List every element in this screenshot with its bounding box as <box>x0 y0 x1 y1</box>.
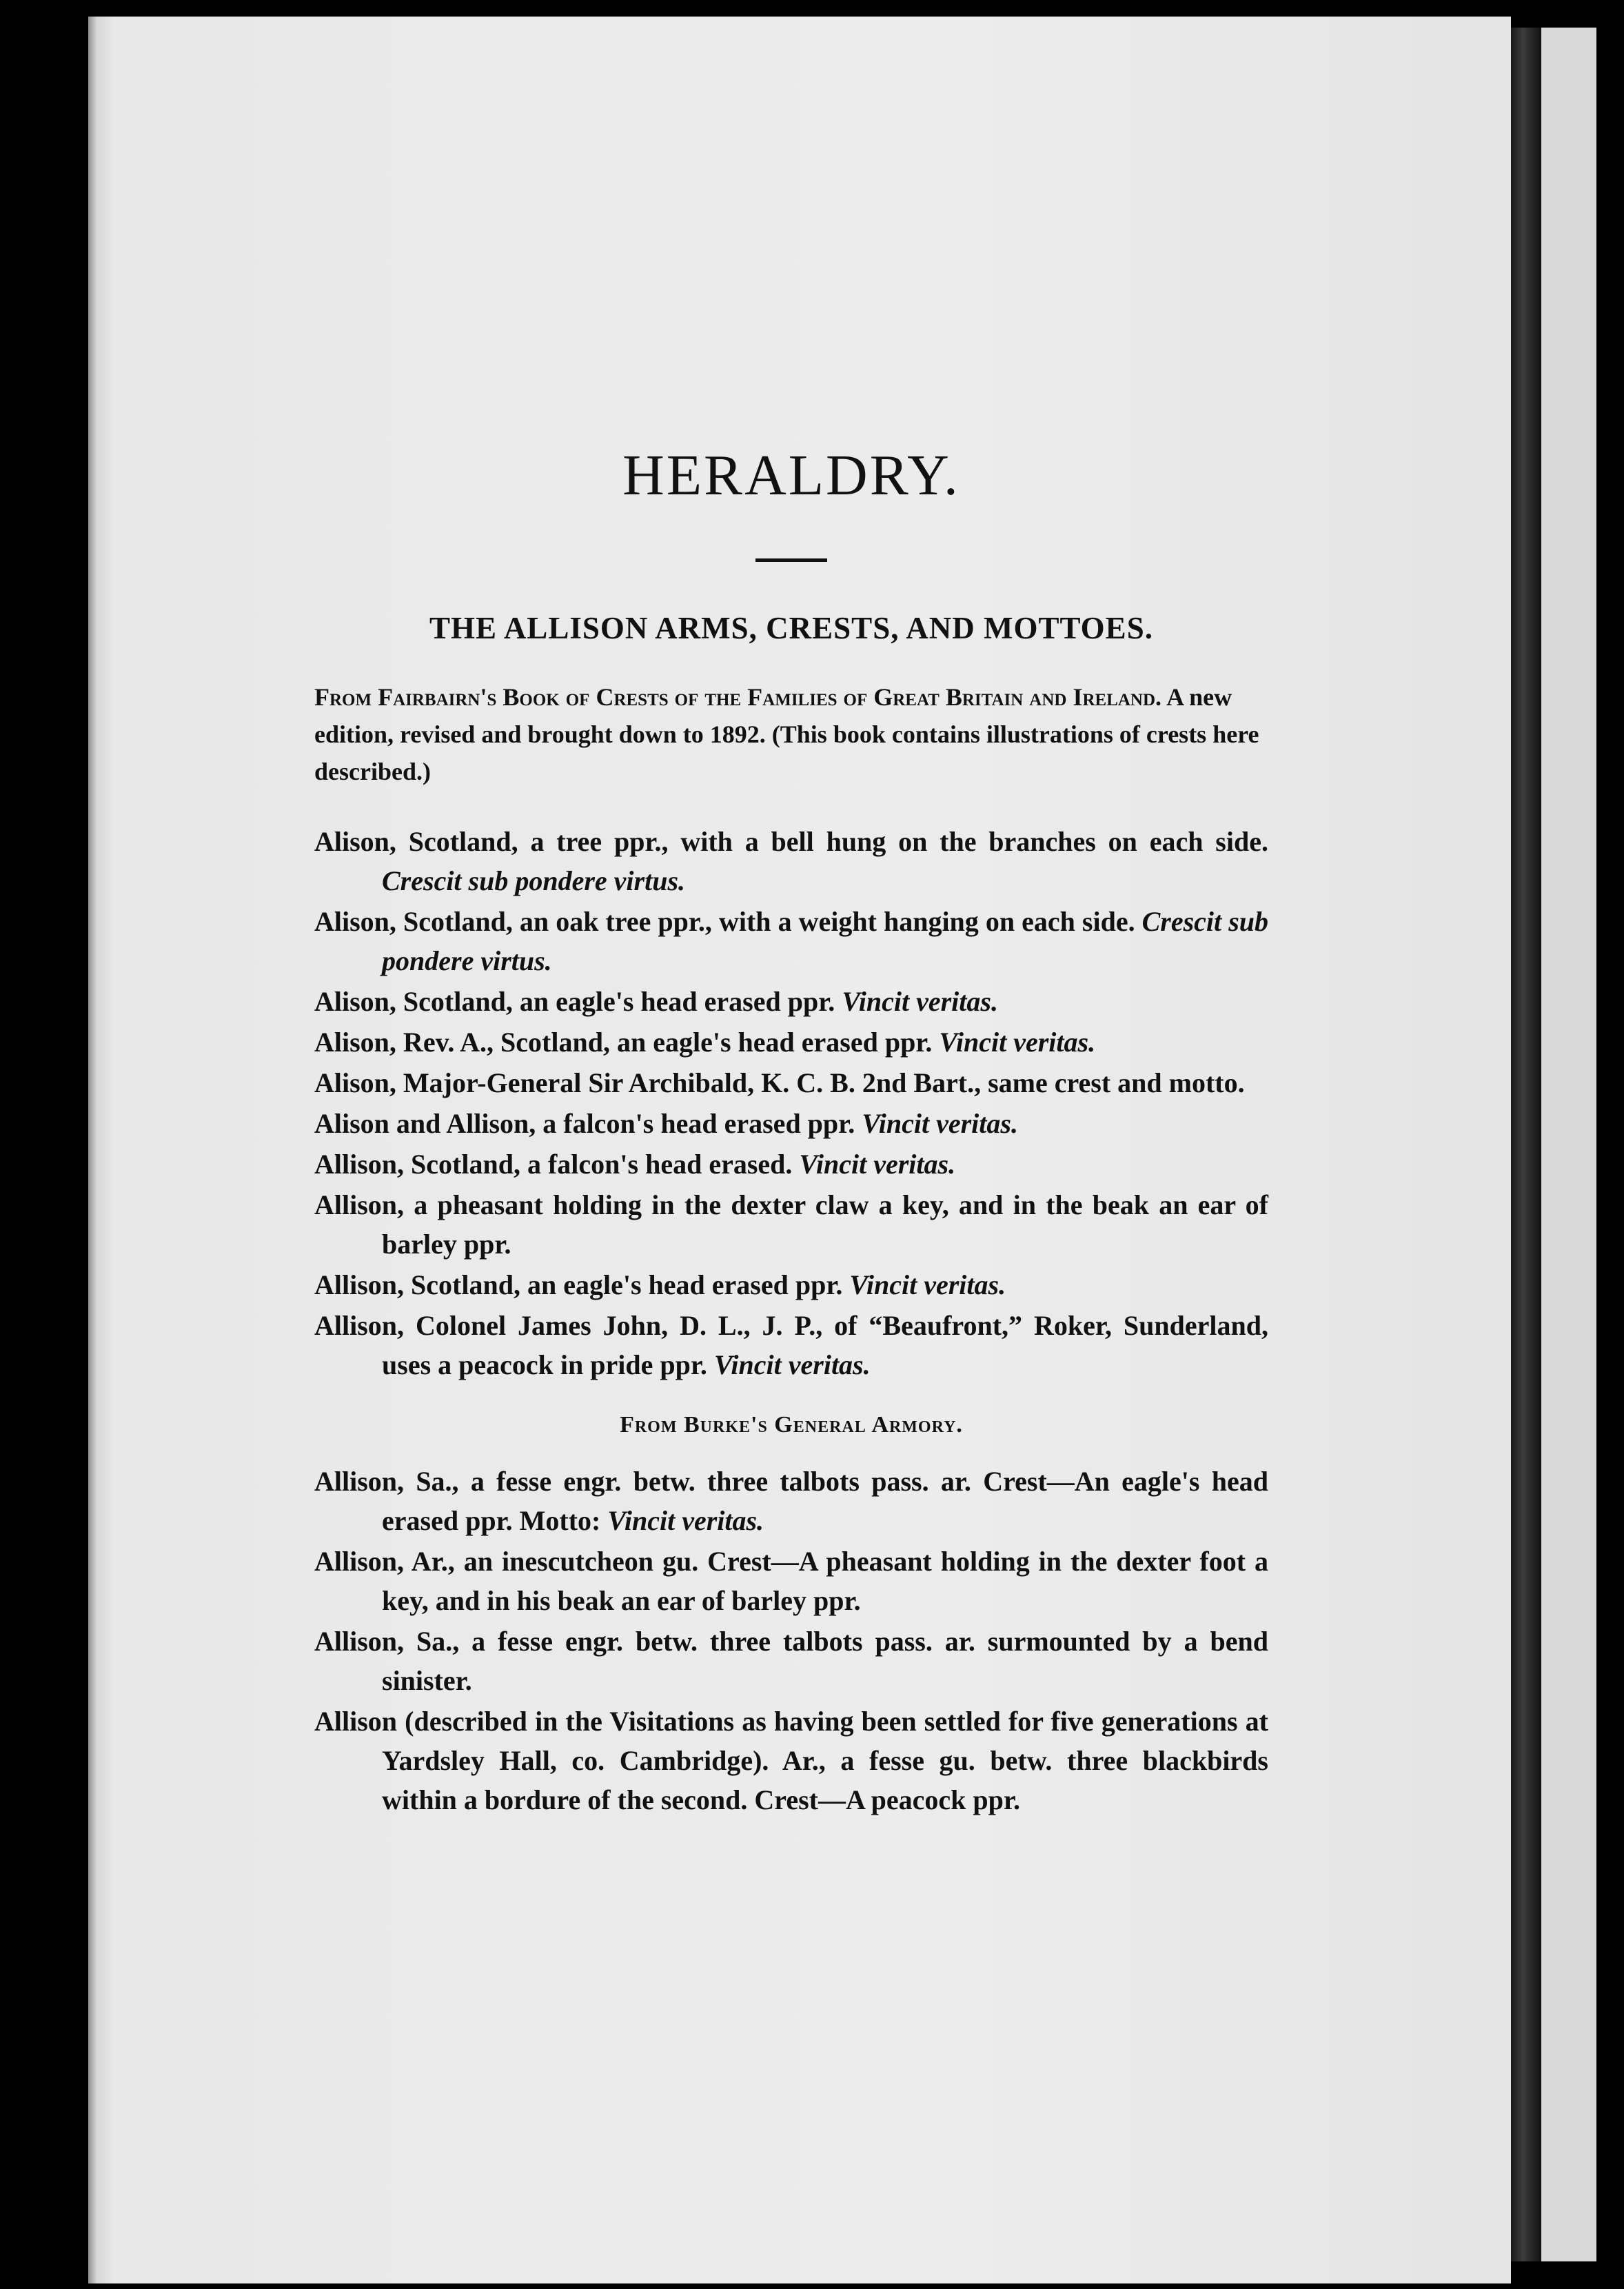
entry-text: Alison and Allison, a falcon's head erased ppr. <box>314 1108 855 1139</box>
title-rule <box>755 558 827 562</box>
entry-text: Alison, Major-General Sir Archibald, K. C. B. 2nd Bart., same crest and motto. <box>314 1067 1245 1098</box>
entry-text: Allison, Sa., a fesse engr. betw. three talbots pass. ar. surmounted by a bend sinister. <box>314 1626 1268 1696</box>
section-title: THE ALLISON ARMS, CRESTS, AND MOTTOES. <box>429 611 1153 645</box>
entry <box>314 1542 1268 1620</box>
entry-motto: Vincit veritas. <box>799 1149 956 1180</box>
entry-motto: Vincit veritas. <box>862 1108 1018 1139</box>
entry <box>314 1702 1268 1819</box>
entry <box>314 1144 1268 1184</box>
entry-text: Allison, a pheasant holding in the dexter claw a key, and in the beak an ear of barley ppr. <box>314 1189 1268 1260</box>
entry-text: Allison, Scotland, an eagle's head erased ppr. <box>314 1269 843 1300</box>
entry-motto: Crescit sub pondere virtus. <box>382 865 686 896</box>
entry <box>314 1022 1268 1062</box>
entry-text: Allison, Colonel James John, D. L., J. P., of “Beaufront,” Roker, Sunderland, uses a peacock in pride ppr. <box>314 1310 1268 1380</box>
entry-text: Allison (described in the Visitations as having been settled for five generations at Yardsley Hall, co. Cambridge). Ar., a fesse gu. betw. three blackbirds within a bordure of the second. Crest—A peacock ppr. <box>314 1706 1268 1815</box>
source-text: A new edition, revised and brought down to 1892. (This book contains illustrations of crests here described.) <box>314 683 1259 785</box>
entry <box>314 1104 1268 1143</box>
entry <box>314 1265 1268 1304</box>
source-note <box>314 678 1268 790</box>
entry <box>314 1462 1268 1540</box>
burke-entry-list <box>314 1462 1268 1819</box>
entry-motto: Vincit veritas. <box>849 1269 1006 1300</box>
entry <box>314 982 1268 1021</box>
facing-page-edge <box>1541 28 1596 2261</box>
entry-text: Alison, Scotland, an oak tree ppr., with a weight hanging on each side. <box>314 906 1135 937</box>
entry-text: Allison, Ar., an inescutcheon gu. Crest—A pheasant holding in the dexter foot a key, and in his beak an ear of barley ppr. <box>314 1546 1268 1616</box>
entry-motto: Vincit veritas. <box>842 986 998 1017</box>
entry-text: Alison, Scotland, an eagle's head erased ppr. <box>314 986 835 1017</box>
source-prefix: From Fairbairn's Book of Crests of the Families of Great Britain and Ireland. <box>314 683 1162 711</box>
entry-motto: Vincit veritas. <box>607 1505 764 1536</box>
entry <box>314 1185 1268 1264</box>
entry-text: Allison, Sa., a fesse engr. betw. three talbots pass. ar. Crest—An eagle's head erased ppr. Motto: <box>314 1466 1268 1536</box>
fairbairn-entry-list <box>314 822 1268 1384</box>
entry <box>314 1063 1268 1102</box>
entry-motto: Vincit veritas. <box>939 1027 1096 1058</box>
entry <box>314 902 1268 980</box>
entry-text: Allison, Scotland, a falcon's head erased. <box>314 1149 793 1180</box>
entry <box>314 1622 1268 1700</box>
burke-heading: From Burke's General Armory. <box>620 1412 963 1438</box>
entry-motto: Vincit veritas. <box>713 1349 871 1380</box>
entry-text: Alison, Rev. A., Scotland, an eagle's head erased ppr. <box>314 1027 933 1058</box>
entry-motto: Crescit sub pondere virtus. <box>382 906 1268 976</box>
page-title: HERALDRY. <box>622 443 960 507</box>
page-content <box>314 443 1268 1821</box>
entry-text: Alison, Scotland, a tree ppr., with a bell hung on the branches on each side. <box>314 826 1268 857</box>
entry <box>314 822 1268 900</box>
entry <box>314 1306 1268 1384</box>
book-spine <box>1511 28 1541 2261</box>
